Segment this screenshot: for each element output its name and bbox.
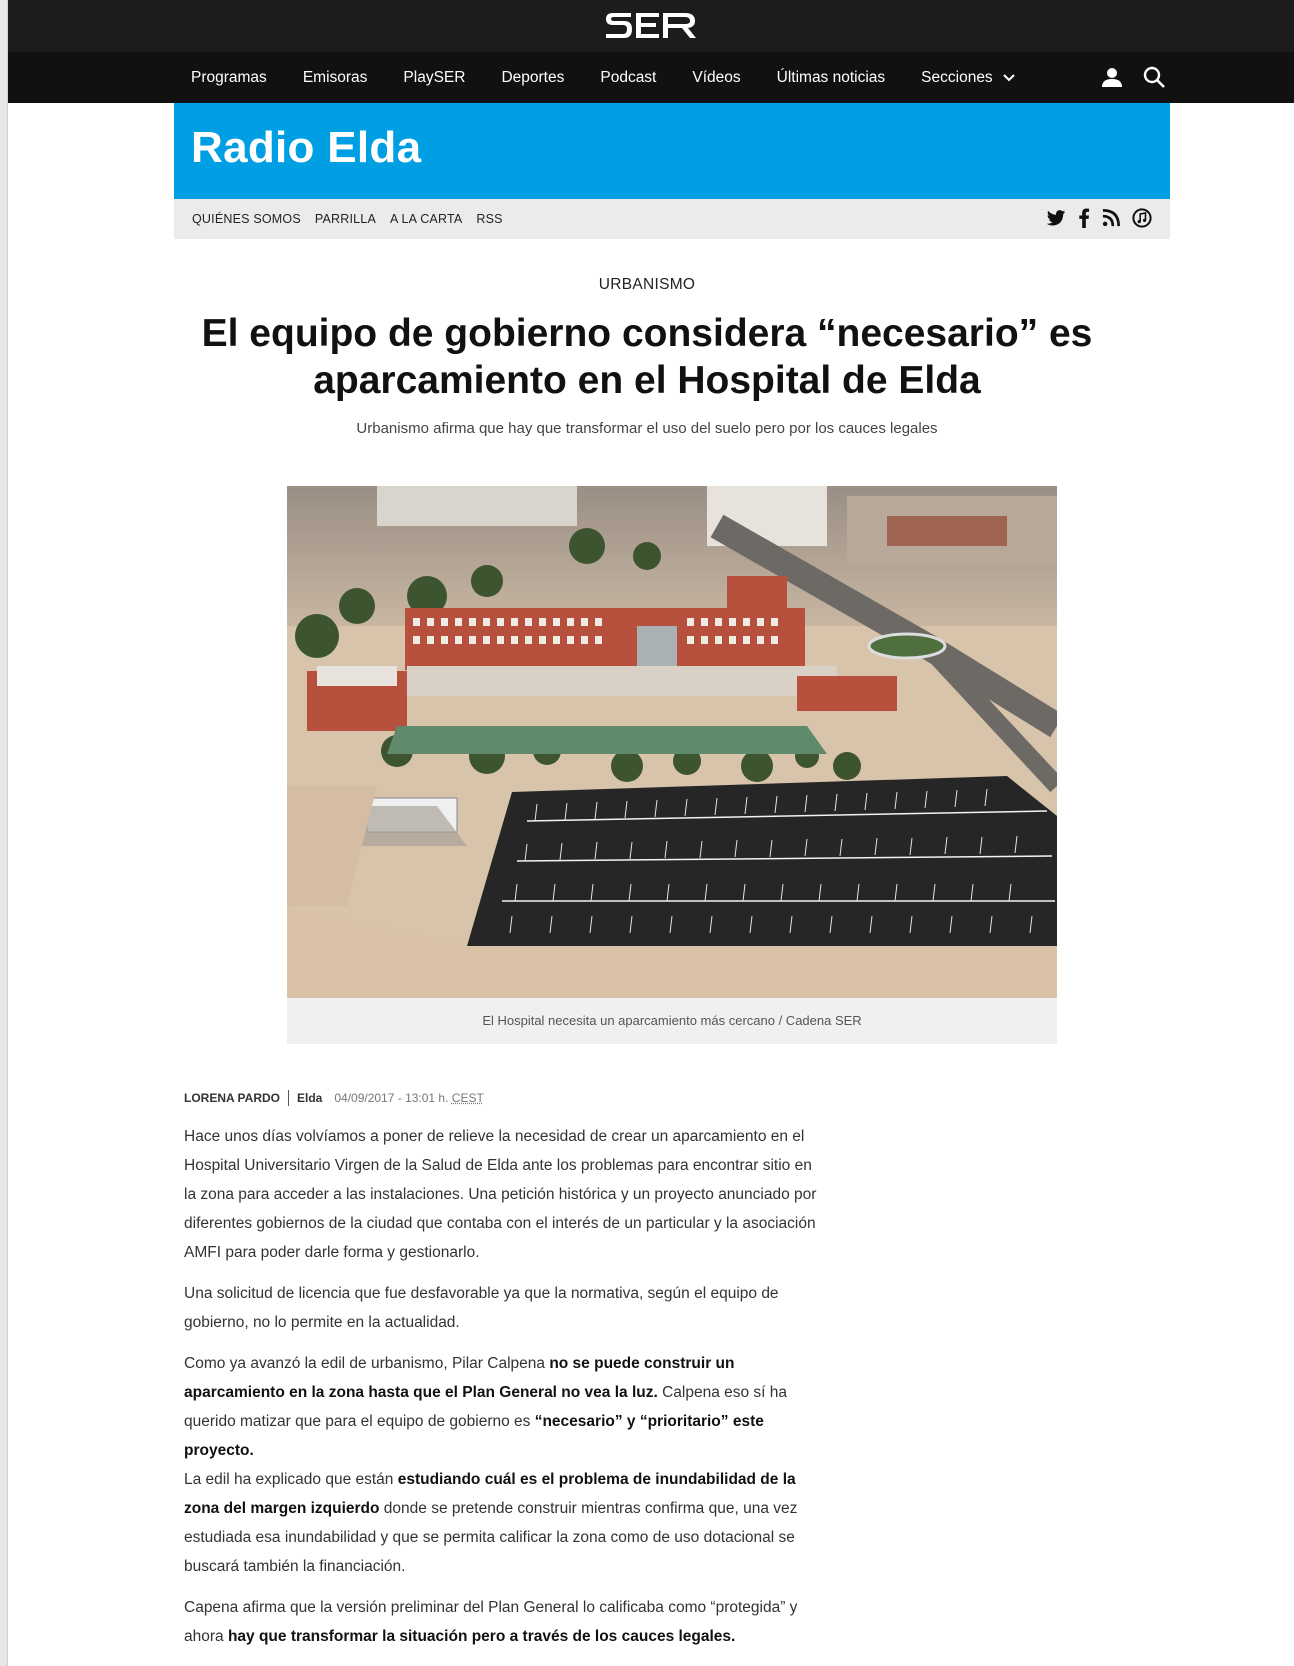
byline-divider: [288, 1090, 289, 1106]
nav-programas[interactable]: Programas: [191, 68, 267, 86]
window-edge: [0, 0, 8, 1666]
nav-podcast[interactable]: Podcast: [600, 68, 657, 86]
main-nav: [8, 52, 1294, 103]
paragraph-4-bold-b: estudiando cuál es el problema de inundabilidad de la zona del margen izquierdo: [184, 1471, 796, 1517]
section-label[interactable]: URBANISMO: [598, 276, 696, 293]
station-name[interactable]: Radio Elda: [191, 123, 422, 172]
nav-emisoras[interactable]: Emisoras: [302, 68, 368, 86]
top-bar: [8, 0, 1294, 52]
article-subtitle: Urbanismo afirma que hay que transformar el uso del suelo pero por los cauces legales: [356, 420, 938, 437]
author-name[interactable]: LORENA PARDO: [184, 1091, 280, 1105]
search-icon[interactable]: [1142, 65, 1166, 89]
facebook-icon[interactable]: [1078, 208, 1090, 228]
twitter-icon[interactable]: [1046, 209, 1066, 227]
ser-logo-icon: [603, 10, 699, 40]
article-body: [184, 1122, 820, 1663]
paragraph-5-text-a: Capena afirma que la versión preliminar del Plan General lo calificaba como “protegida” y ahora: [184, 1599, 798, 1645]
paragraph-3-bold-b: no se puede construir un aparcamiento en la zona hasta que el Plan General no vea la luz.: [184, 1355, 735, 1401]
nav-videos[interactable]: Vídeos: [692, 68, 741, 86]
paragraph-4-text-c: donde se pretende construir mientras confirma que, una vez estudiada esa inundabilidad y que se permita calificar la zona como de uso dotacional se buscará también la financiación.: [184, 1500, 798, 1575]
ser-logo[interactable]: [8, 10, 1294, 45]
nav-deportes[interactable]: Deportes: [501, 68, 565, 86]
article-title: El equipo de gobierno considera “necesario” es aparcamiento en el Hospital de Elda: [201, 312, 1093, 402]
nav-secciones[interactable]: [921, 69, 1015, 87]
itunes-icon[interactable]: [1132, 208, 1152, 228]
station-subnav: [174, 199, 1170, 239]
paragraph-3-bold-d: “necesario” y “prioritario” este proyecto.: [184, 1413, 764, 1459]
nav-secciones-label: Secciones: [921, 68, 993, 86]
image-caption: El Hospital necesita un aparcamiento más cercano / Cadena SER: [287, 998, 1057, 1044]
paragraph-1: Hace unos días volvíamos a poner de relieve la necesidad de crear un aparcamiento en el Hospital Universitario Virgen de la Salud de Elda ante los problemas para encontrar sitio en la zona para acceder a las instalaciones. Una petición histórica y un proyecto anunciado por diferentes gobiernos de la ciudad que contaba con el interés de un particular y la asociación AMFI para poder darle forma y gestionarlo.: [184, 1128, 817, 1261]
chevron-down-icon: [1003, 74, 1015, 82]
paragraph-5-bold-b: hay que transformar la situación pero a través de los cauces legales.: [227, 1628, 736, 1645]
rss-icon[interactable]: [1102, 209, 1120, 227]
nav-playser[interactable]: PlaySER: [403, 68, 466, 86]
paragraph-3-text-a: Como ya avanzó la edil de urbanismo, Pilar Calpena: [184, 1355, 550, 1372]
nav-ultimas-noticias[interactable]: Últimas noticias: [776, 68, 886, 86]
paragraph-4-text-a: La edil ha explicado que están: [184, 1471, 398, 1488]
paragraph-4: [184, 1465, 820, 1581]
subnav-rss[interactable]: RSS: [476, 212, 503, 226]
subnav-parrilla[interactable]: PARRILLA: [314, 212, 376, 226]
byline: [184, 1090, 484, 1106]
paragraph-5: [184, 1593, 820, 1651]
paragraph-3-text-c: Calpena eso sí ha querido matizar que para el equipo de gobierno es: [184, 1384, 788, 1430]
article-timezone: CEST: [451, 1091, 484, 1105]
subnav-quienes-somos[interactable]: QUIÉNES SOMOS: [192, 212, 301, 226]
hospital-aerial-photo: [287, 486, 1057, 998]
station-banner: [174, 103, 1170, 199]
paragraph-3: [184, 1349, 820, 1465]
paragraph-2: Una solicitud de licencia que fue desfavorable ya que la normativa, según el equipo de gobierno, no lo permite en la actualidad.: [184, 1285, 779, 1331]
subnav-a-la-carta[interactable]: A LA CARTA: [390, 212, 463, 226]
article-date: [334, 1091, 483, 1105]
article-image: [287, 486, 1057, 998]
article-date-value: 04/09/2017 - 13:01 h.: [334, 1091, 449, 1105]
article-place: Elda: [297, 1091, 323, 1105]
user-icon[interactable]: [1100, 65, 1124, 89]
